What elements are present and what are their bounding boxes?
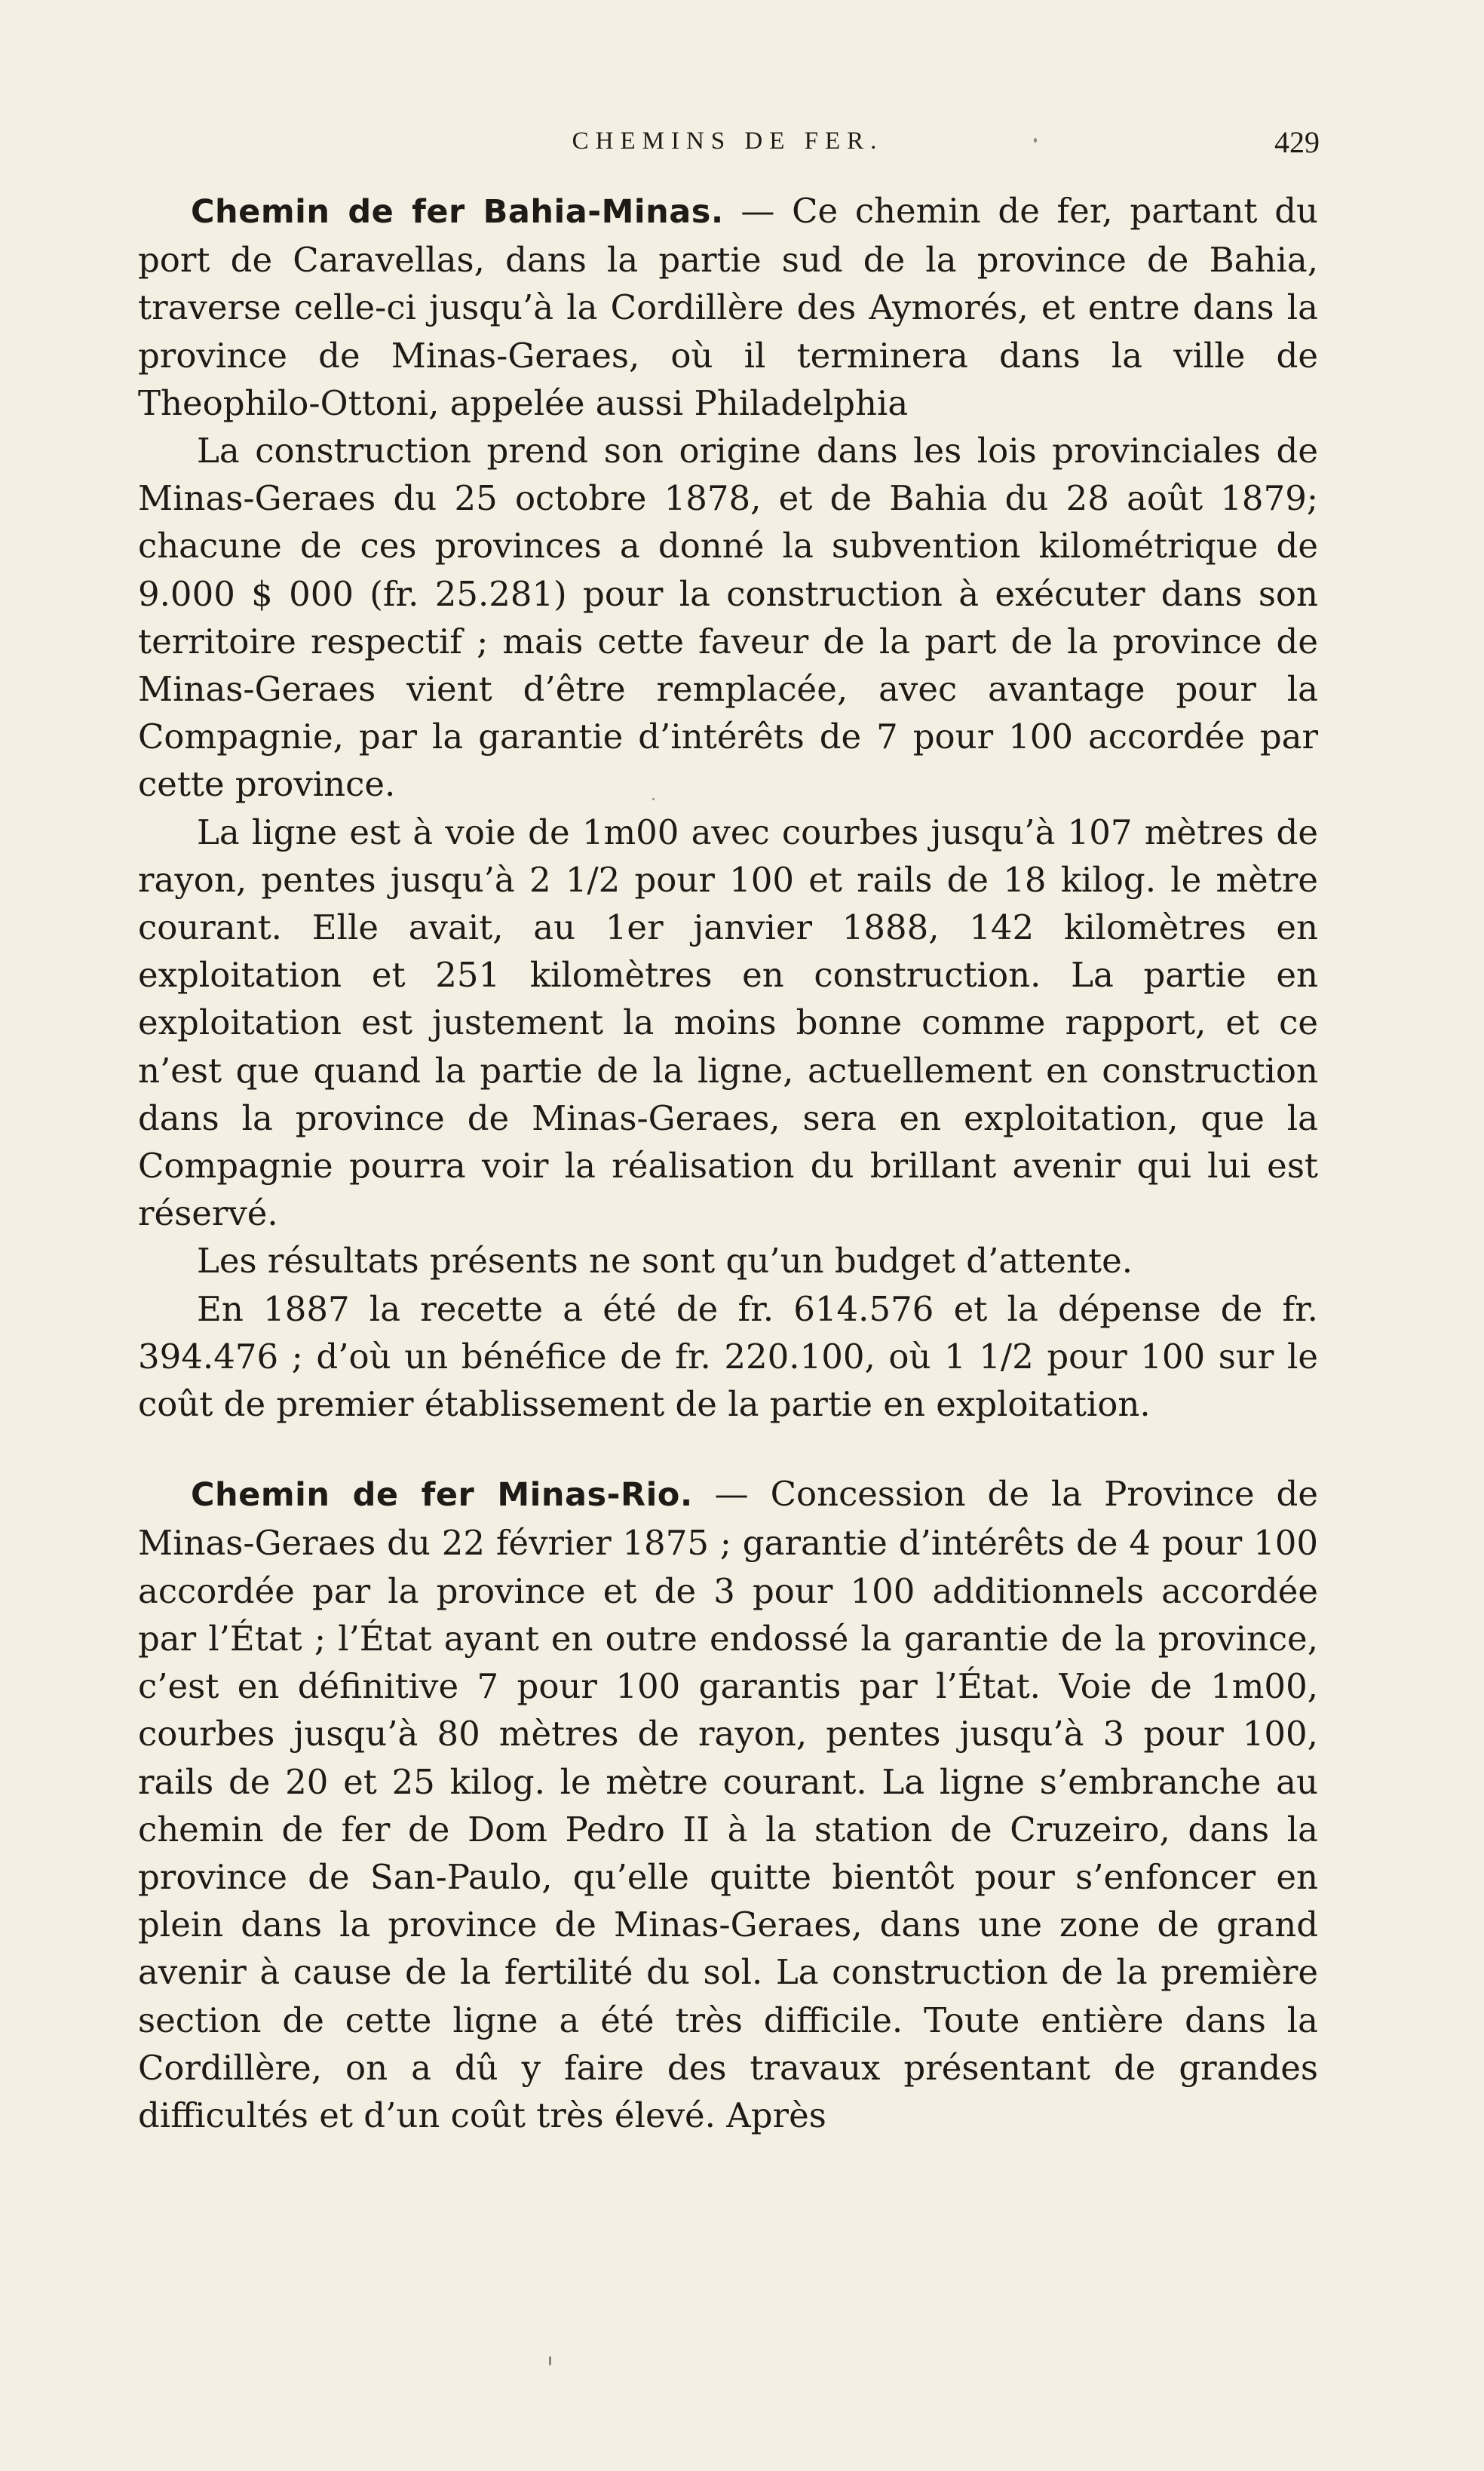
section-minas-rio-intro [138, 1470, 1318, 2139]
paragraph: La construction prend son origine dans les lois provinciales de Minas-Geraes du 25 octobre 1878, et de Bahia du 28 août 1879; chacune de ces provinces a donné la subvention kilométrique de 9.000 $ 000 (fr. 25.281) pour la construction à exécuter dans son territoire respectif ; mais cette faveur de la part de la province de Minas-Geraes vient d’être remplacée, avec avantage pour la Compagnie, par la garantie d’intérêts de 7 pour 100 accordée par cette province. [138, 431, 1318, 805]
running-head [136, 124, 1320, 162]
section-bahia-minas-intro [138, 187, 1318, 427]
paragraph-text: — Concession de la Province de Minas-Geraes du 22 février 1875 ; garantie d’intérêts de 4 pour 100 accordée par la province et de 3 pour 100 additionnels accordée par l’État ; l’État ayant en outre endossé la garantie de la province, c’est en définitive 7 pour 100 garantis par l’État. Voie de 1m00, courbes jusqu’à 80 mètres de rayon, pentes jusqu’à 3 pour 100, rails de 20 et 25 kilog. le mètre courant. La ligne s’embranche au chemin de fer de Dom Pedro II à la station de Cruzeiro, dans la province de San-Paulo, qu’elle quitte bientôt pour s’enfoncer en plein dans la province de Minas-Geraes, dans une zone de grand avenir à cause de la fertilité du sol. La construction de la première section de cette ligne a été très difficile. Toute entière dans la Cordillère, on a dû y faire des travaux présentant de grandes difficultés et d’un coût très élevé. Après [138, 1474, 1318, 2135]
paragraph: La ligne est à voie de 1m00 avec courbes jusqu’à 107 mètres de rayon, pentes jusqu’à 2 1/2 pour 100 et rails de 18 kilog. le mètre courant. Elle avait, au 1er janvier 1888, 142 kilomètres en exploitation et 251 kilomètres en construction. La partie en exploitation est justement la moins bonne comme rapport, et ce n’est que quand la partie de la ligne, actuellement en construction dans la province de Minas-Geraes, sera en exploitation, que la Compagnie pourra voir la réalisation du brillant avenir qui lui est réservé. [138, 812, 1318, 1234]
page-number: 429 [1274, 125, 1320, 159]
body-text [138, 187, 1318, 2139]
paragraph: En 1887 la recette a été de fr. 614.576 et la dépense de fr. 394.476 ; d’où un bénéfice de fr. 220.100, où 1 1/2 pour 100 sur le coût de premier établissement de la partie en exploitation. [138, 1288, 1318, 1425]
speck [549, 2356, 551, 2365]
running-title: CHEMINS DE FER. [572, 127, 884, 155]
section-heading-minas-rio: Chemin de fer Minas-Rio. [191, 1476, 693, 1515]
speck [652, 798, 655, 800]
paragraph-text: — Ce chemin de fer, partant du port de Caravellas, dans la partie sud de la province de Bahia, traverse celle-ci jusqu’à la Cordillère des Aymorés, et entre dans la province de Minas-Geraes, où il terminera dans la ville de Theophilo-Ottoni, appelée aussi Philadelphia [138, 191, 1318, 423]
paragraph: Les résultats présents ne sont qu’un budget d’attente. [197, 1241, 1133, 1282]
section-heading-bahia-minas: Chemin de fer Bahia-Minas. [191, 193, 724, 231]
speck [1034, 138, 1037, 143]
